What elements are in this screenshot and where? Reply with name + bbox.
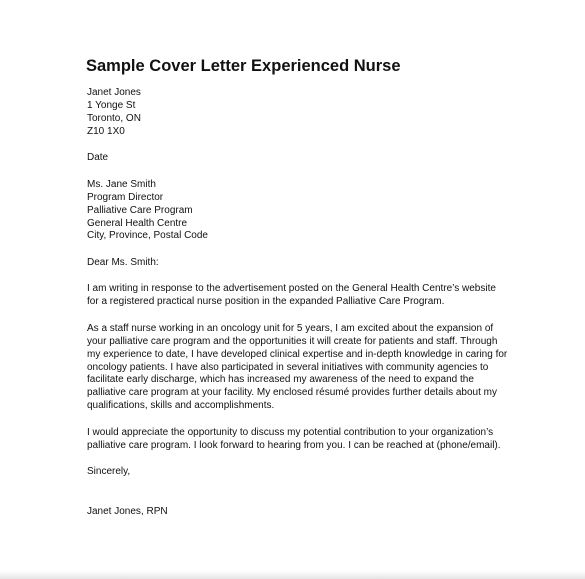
signature: Janet Jones, RPN [87, 506, 168, 518]
paragraph-line: my experience to date, I have developed clinical expertise and in-depth knowledge in caring for [87, 348, 508, 360]
sender-postal-code: Z10 1X0 [87, 125, 125, 137]
paragraph-line: As a staff nurse working in an oncology unit for 5 years, I am excited about the expansion of [87, 322, 494, 334]
paragraph-line: for a registered practical nurse position in the expanded Palliative Care Program. [87, 296, 445, 308]
sender-city: Toronto, ON [87, 112, 141, 124]
paragraph-1 [87, 283, 527, 309]
paragraph-line: facilitate early discharge, which has increased my awareness of the need to expand the [87, 374, 474, 386]
recipient-title: Program Director [87, 191, 164, 203]
paragraph-line: palliative care program. I look forward to hearing from you. I can be reached at (phone/email). [87, 439, 501, 451]
paragraph-2 [87, 323, 527, 414]
paragraph-line: I would appreciate the opportunity to discuss my potential contribution to your organization’s [87, 426, 494, 438]
closing: Sincerely, [87, 466, 131, 478]
sender-address [87, 87, 527, 139]
letter-body [87, 87, 527, 519]
recipient-address [87, 179, 527, 244]
recipient-location: City, Province, Postal Code [87, 230, 208, 242]
paragraph-line: I am writing in response to the advertisement posted on the General Health Centre’s website [87, 283, 496, 295]
paragraph-line: oncology patients. I have also participated in several initiatives with community agencies to [87, 361, 489, 373]
salutation: Dear Ms. Smith: [87, 256, 159, 268]
paragraph-3 [87, 427, 527, 453]
sender-street: 1 Yonge St [87, 99, 136, 111]
recipient-program: Palliative Care Program [87, 204, 193, 216]
recipient-name: Ms. Jane Smith [87, 178, 156, 190]
letter-date: Date [87, 152, 109, 164]
paragraph-line: palliative care program at your facility. My enclosed résumé provides further details about my [87, 387, 497, 399]
recipient-organization: General Health Centre [87, 217, 188, 229]
paragraph-line: qualifications, skills and accomplishments. [87, 400, 275, 412]
sender-name: Janet Jones [87, 87, 141, 98]
paragraph-line: your palliative care program and the opportunities it will create for patients and staff. Through [87, 335, 498, 347]
document-title: Sample Cover Letter Experienced Nurse [86, 57, 401, 75]
